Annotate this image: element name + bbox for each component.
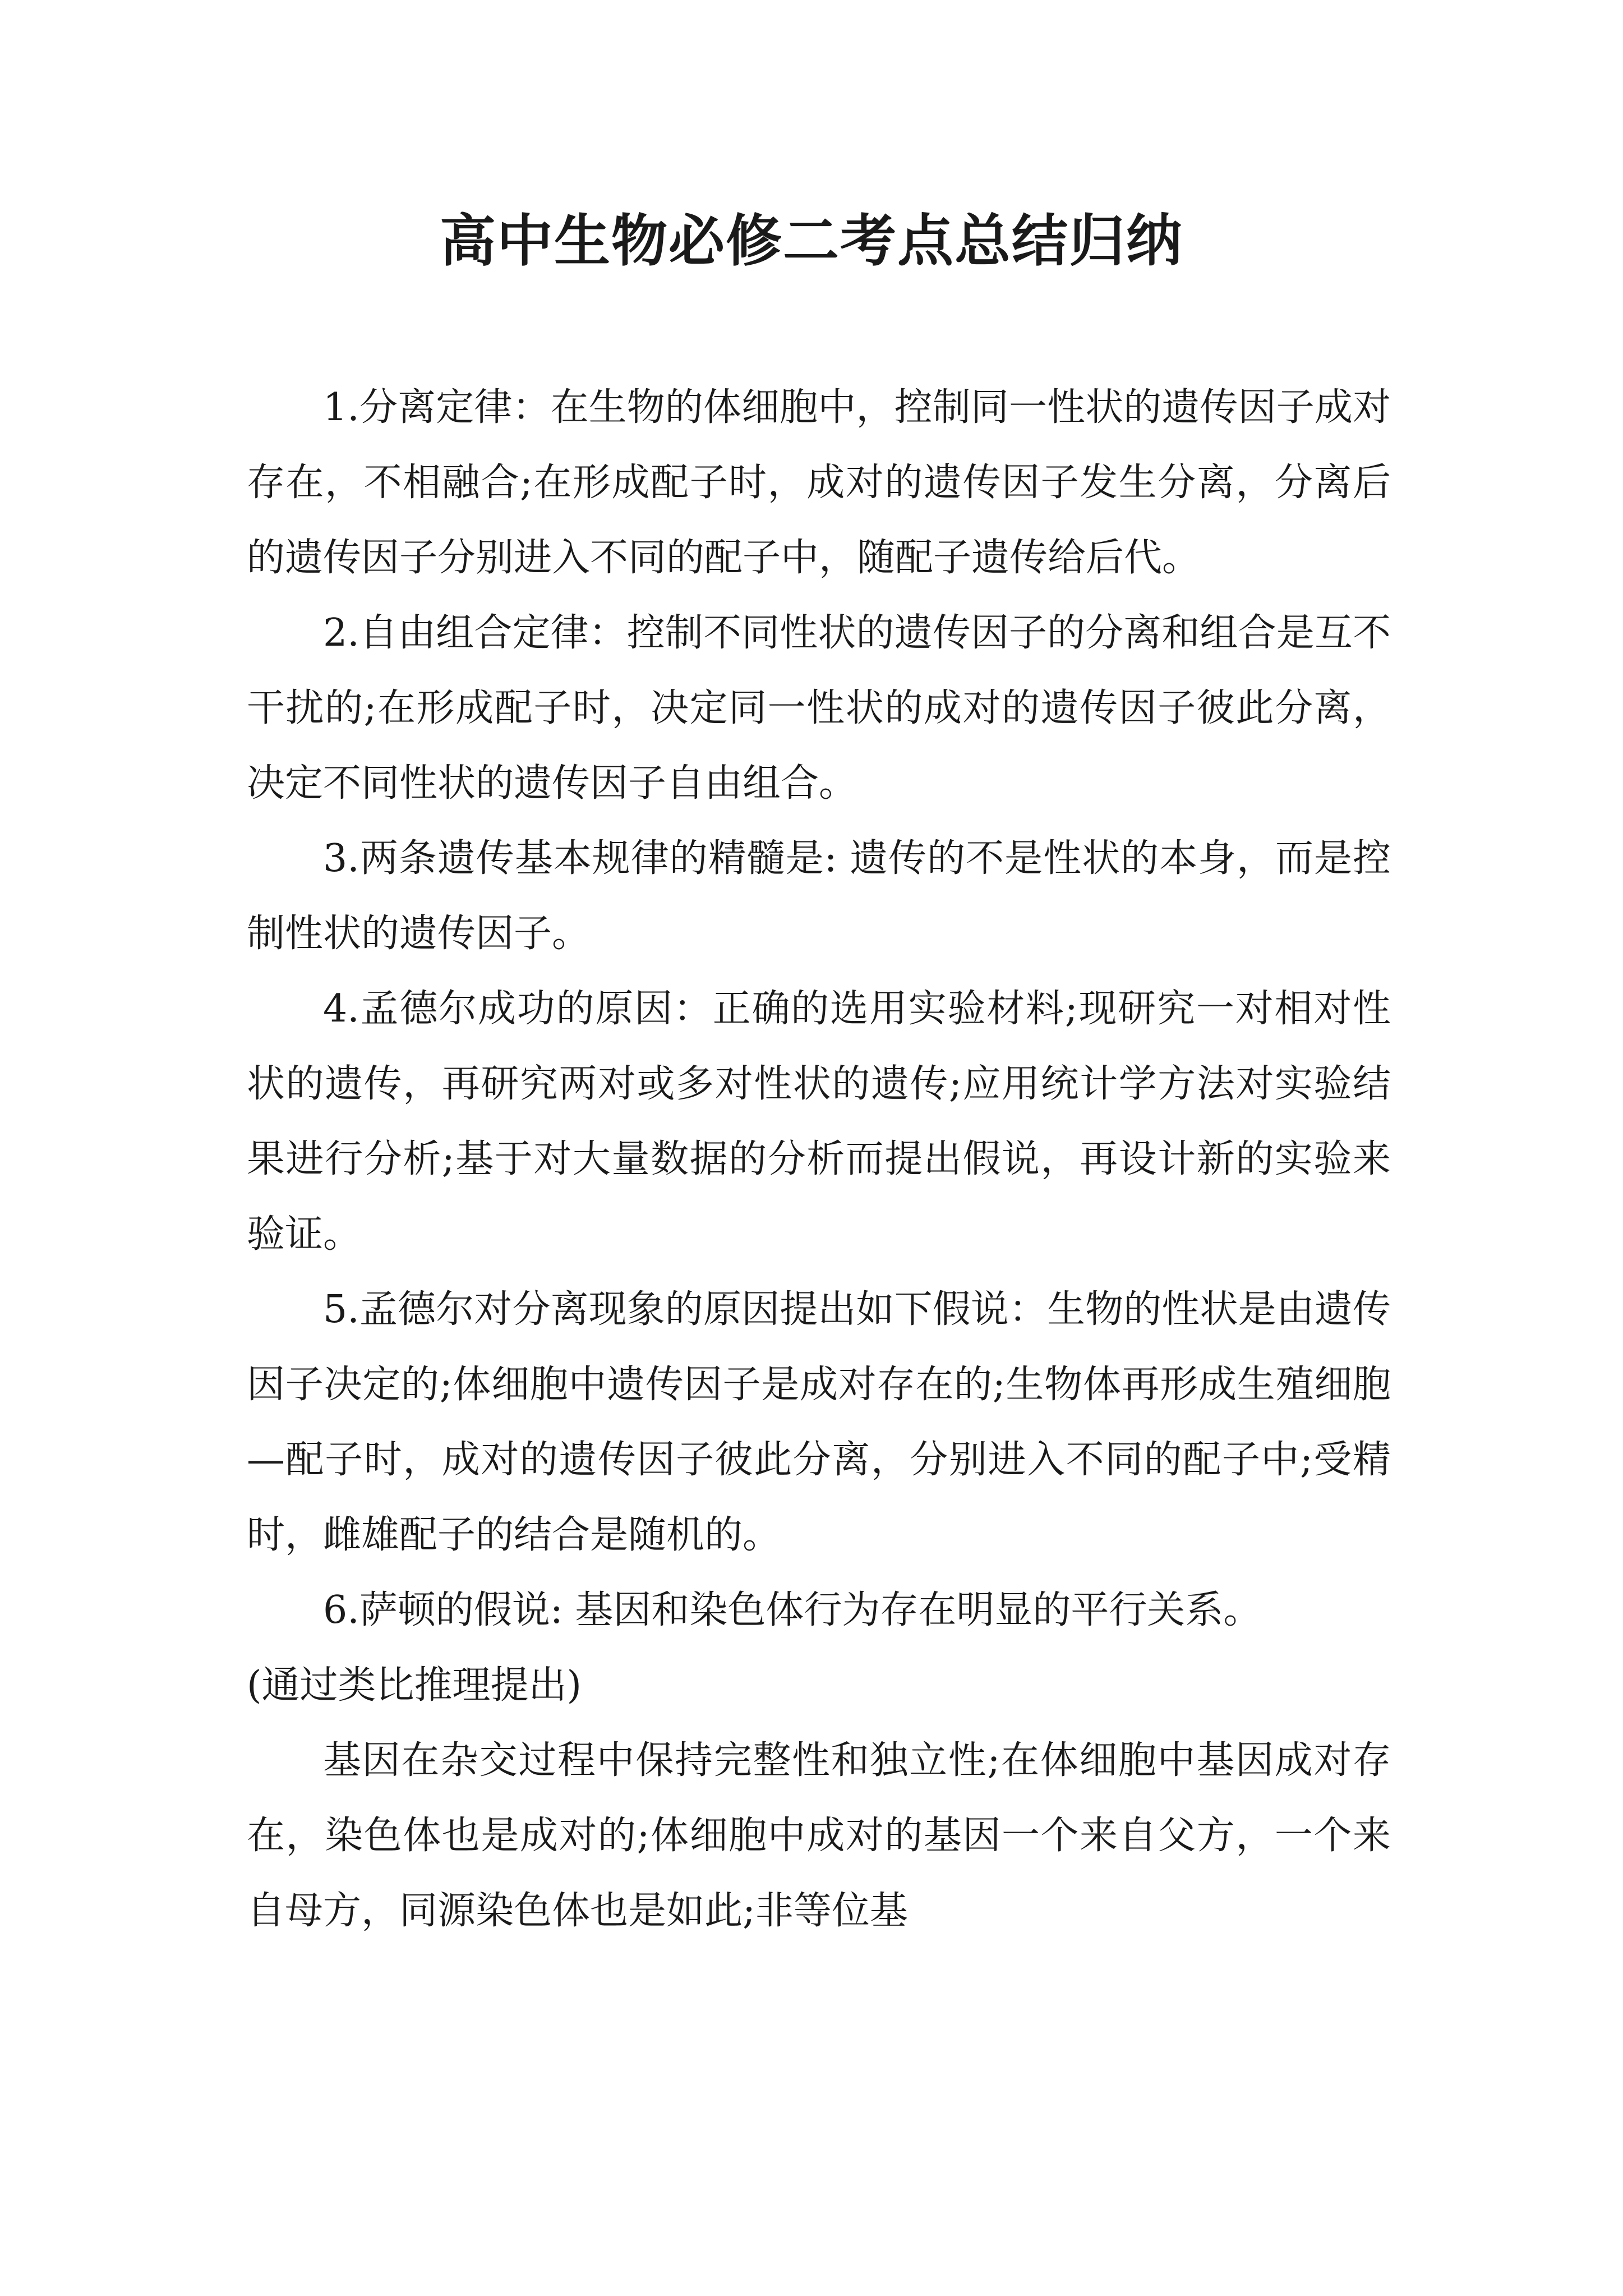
document-body bbox=[247, 370, 1391, 1949]
paragraph-analogy-note: (通过类比推理提出) bbox=[247, 1663, 582, 1708]
paragraph-sutton-hypothesis: 6.萨顿的假说: 基因和染色体行为存在明显的平行关系。 bbox=[323, 1588, 1262, 1632]
paragraph-essence-of-laws: 3.两条遗传基本规律的精髓是: 遗传的不是性状的本身，而是控制性状的遗传因子。 bbox=[247, 836, 1391, 956]
paragraph-gene-chromosome-parallel: 基因在杂交过程中保持完整性和独立性;在体细胞中基因成对存在，染色体也是成对的;体细胞中成对的基因一个来自父方，一个来自母方，同源染色体也是如此;非等位基 bbox=[247, 1738, 1391, 1933]
paragraph-mendel-success: 4.孟德尔成功的原因：正确的选用实验材料;现研究一对相对性状的遗传，再研究两对或多对性状的遗传;应用统计学方法对实验结果进行分析;基于对大量数据的分析而提出假说，再设计新的实验来验证。 bbox=[247, 987, 1391, 1257]
paragraph-segregation-law: 1.分离定律：在生物的体细胞中，控制同一性状的遗传因子成对存在，不相融合;在形成配子时，成对的遗传因子发生分离，分离后的遗传因子分别进入不同的配子中，随配子遗传给后代。 bbox=[247, 385, 1391, 580]
paragraph-independent-assortment-law: 2.自由组合定律：控制不同性状的遗传因子的分离和组合是互不干扰的;在形成配子时，决定同一性状的成对的遗传因子彼此分离，决定不同性状的遗传因子自由组合。 bbox=[247, 611, 1391, 806]
document-title: 高中生物必修二考点总结归纳 bbox=[440, 208, 1183, 274]
paragraph-mendel-hypothesis: 5.孟德尔对分离现象的原因提出如下假说：生物的性状是由遗传因子决定的;体细胞中遗传因子是成对存在的;生物体再形成生殖细胞—配子时，成对的遗传因子彼此分离，分别进入不同的配子中;受精时，雌雄配子的结合是随机的。 bbox=[247, 1287, 1391, 1557]
